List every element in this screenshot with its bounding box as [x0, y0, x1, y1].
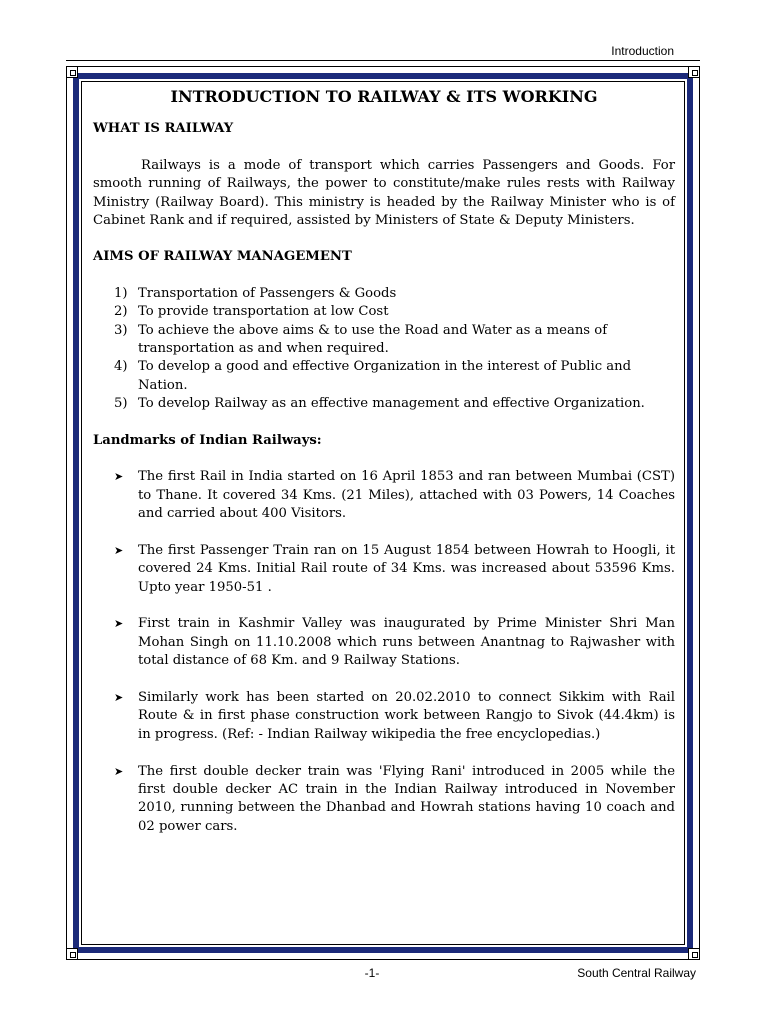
arrow-bullet-icon: ➤: [114, 543, 124, 557]
list-item: [93, 358, 675, 395]
aims-heading: AIMS OF RAILWAY MANAGEMENT: [93, 249, 352, 265]
list-item-number: 5): [114, 396, 128, 412]
page-number: -1-: [364, 966, 380, 980]
list-item: [93, 303, 675, 321]
list-item-text: To develop a good and effective Organization in the interest of Public and Nation.: [138, 359, 632, 393]
list-item-text: To develop Railway as an effective management and effective Organization.: [138, 396, 645, 412]
list-item: [93, 763, 675, 837]
what-is-railway-paragraph: Railways is a mode of transport which carries Passengers and Goods. For smooth running of Railways, the power to constitute/make rules rests with Railway Ministry (Railway Board). This ministry is headed by the Railway Minister who is of Cabinet Rank and if required, assisted by Ministers of State & Deputy Ministers.: [93, 157, 675, 229]
list-item: [93, 615, 675, 670]
page-title: INTRODUCTION TO RAILWAY & ITS WORKING: [170, 87, 598, 106]
border-corner-top-right: [688, 66, 700, 78]
list-item: [93, 468, 675, 523]
list-item-number: 4): [114, 359, 128, 375]
list-item-text: To achieve the above aims & to use the Road and Water as a means of transportation as and when required.: [138, 322, 608, 357]
arrow-bullet-icon: ➤: [114, 617, 124, 631]
header-rule: [66, 60, 700, 61]
aims-list: [93, 285, 675, 414]
header-label: Introduction: [611, 44, 674, 58]
landmarks-heading: Landmarks of Indian Railways:: [93, 432, 322, 448]
border-corner-top-left: [66, 66, 78, 78]
landmarks-list: [93, 468, 675, 836]
list-item-text: The first double decker train was 'Flying Rani' introduced in 2005 while the first double decker AC train in the Indian Railway introduced in November 2010, running between the Dhanbad and Howrah stations having 10 coach and 02 power cars.: [138, 763, 675, 834]
what-is-railway-heading: WHAT IS RAILWAY: [93, 121, 234, 137]
arrow-bullet-icon: ➤: [114, 764, 124, 778]
border-corner-bottom-left: [66, 948, 78, 960]
page-content: [93, 88, 675, 855]
arrow-bullet-icon: ➤: [114, 690, 124, 704]
list-item-text: Transportation of Passengers & Goods: [138, 285, 397, 301]
list-item-text: The first Rail in India started on 16 April 1853 and ran between Mumbai (CST) to Thane. It covered 34 Kms. (21 Miles), attached with 03 Powers, 14 Coaches and carried about 400 Visitors.: [138, 469, 675, 521]
list-item-text: First train in Kashmir Valley was inaugurated by Prime Minister Shri Man Mohan Singh on 11.10.2008 which runs between Anantnag to Rajwasher with total distance of 68 Km. and 9 Railway Stations.: [138, 616, 675, 669]
list-item: [93, 322, 675, 359]
list-item-number: 2): [114, 304, 128, 320]
list-item-text: The first Passenger Train ran on 15 August 1854 between Howrah to Hoogli, it covered 24 Kms. Initial Rail route of 34 Kms. was increased about 53596 Kms. Upto year 1950-51 .: [138, 542, 675, 595]
list-item: [93, 285, 675, 303]
arrow-bullet-icon: ➤: [114, 470, 124, 484]
border-corner-bottom-right: [688, 948, 700, 960]
list-item: [93, 542, 675, 597]
list-item-text: To provide transportation at low Cost: [138, 304, 389, 320]
list-item: [93, 395, 675, 413]
list-item-number: 3): [114, 322, 128, 338]
footer-org-name: South Central Railway: [577, 966, 696, 980]
list-item-number: 1): [114, 285, 128, 301]
list-item: [93, 689, 675, 744]
list-item-text: Similarly work has been started on 20.02.2010 to connect Sikkim with Rail Route & in first phase construction work between Rangjo to Sivok (44.4km) is in progress. (Ref: - Indian Railway wikipedia the free encyclopedias.): [138, 689, 675, 742]
